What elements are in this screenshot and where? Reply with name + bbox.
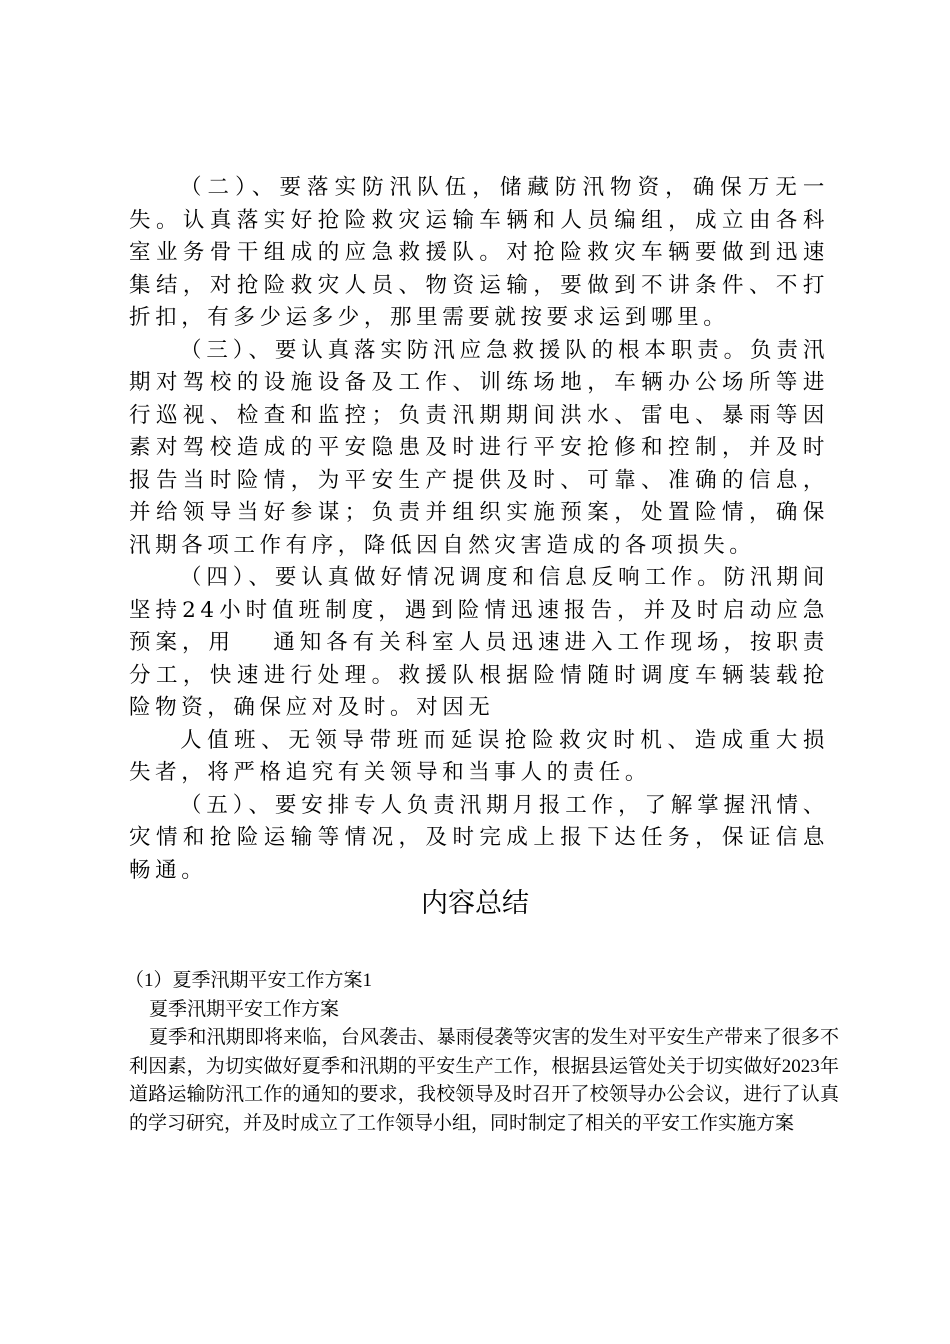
summary-item-heading: （1）夏季汛期平安工作方案1 bbox=[125, 970, 373, 991]
paragraph-accountability: 人值班、无领导带班而延误抢险救灾时机、造成重大损失者，将严格追究有关领导和当事人的责任。 bbox=[129, 727, 829, 785]
summary-title: 内容总结 bbox=[421, 888, 529, 918]
paragraph-flood-team: （二）、要落实防汛队伍，储藏防汛物资，确保万无一失。认真落实好抢险救灾运输车辆和人员编组，成立由各科室业务骨干组成的应急救援队。对抢险救灾车辆要做到迅速集结，对抢险救灾人员、物资运输，要做到不讲条件、不打折扣，有多少运多少，那里需要就按要求运到哪里。 bbox=[129, 175, 829, 330]
summary-body: 夏季和汛期即将来临，台风袭击、暴雨侵袭等灾害的发生对平安生产带来了很多不利因素，为切实做好夏季和汛期的平安生产工作，根据县运管处关于切实做好2023年道路运输防汛工作的通知的要求，我校领导及时召开了校领导办公会议，进行了认真的学习研究，并及时成立了工作领导小组，同时制定了相关的平安工作实施方案 bbox=[129, 1027, 839, 1134]
paragraph-monthly-report: （五）、要安排专人负责汛期月报工作，了解掌握汛情、灾情和抢险运输等情况，及时完成上报下达任务，保证信息畅通。 bbox=[129, 792, 829, 883]
paragraph-dispatch-info: （四）、要认真做好情况调度和信息反响工作。防汛期间坚持24小时值班制度，遇到险情迅速报告，并及时启动应急预案，用 通知各有关科室人员迅速进入工作现场，按职责分工，快速进行处理。救援队根据险情随时调度车辆装载抢险物资，确保应对及时。对因无 bbox=[129, 565, 829, 720]
paragraph-rescue-duties: （三）、要认真落实防汛应急救援队的根本职责。负责汛期对驾校的设施设备及工作、训练场地，车辆办公场所等进行巡视、检查和监控；负责汛期期间洪水、雷电、暴雨等因素对驾校造成的平安隐患及时进行平安抢修和控制，并及时报告当时险情，为平安生产提供及时、可靠、准确的信息，并给领导当好参谋；负责并组织实施预案，处置险情，确保汛期各项工作有序，降低因自然灾害造成的各项损失。 bbox=[129, 337, 829, 558]
summary-sub-title: 夏季汛期平安工作方案 bbox=[149, 998, 340, 1020]
document-body bbox=[129, 172, 829, 887]
summary-section bbox=[125, 967, 839, 1138]
